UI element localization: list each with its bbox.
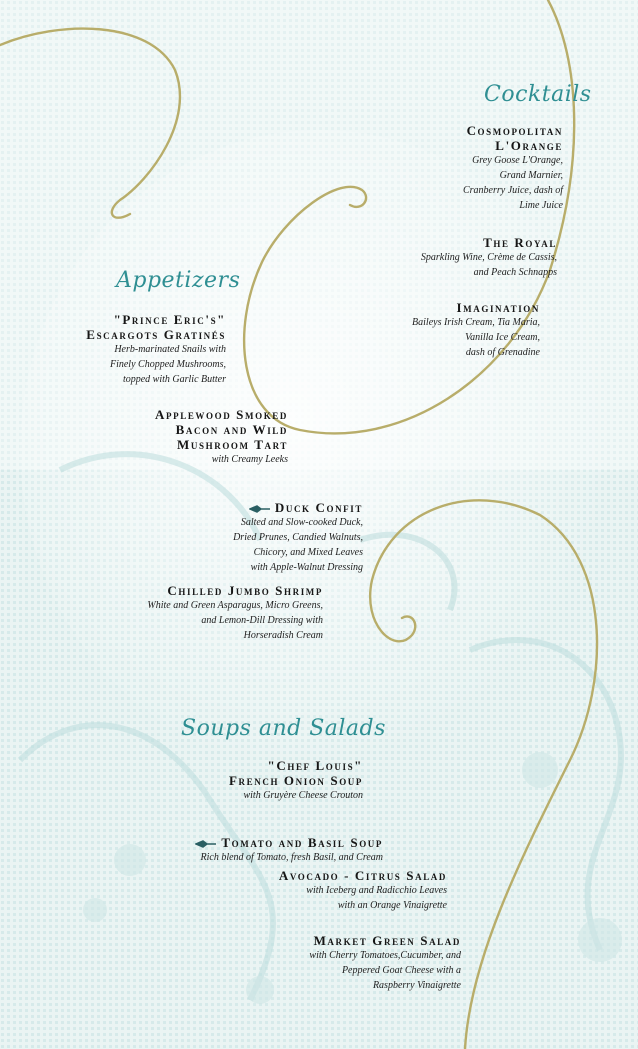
salad-name: Market Green Salad bbox=[313, 933, 461, 948]
salad-description: with Cherry Tomatoes,Cucumber, and Peppered Goat Cheese with a Raspberry Vinaigrette bbox=[309, 950, 461, 991]
appetizers-title: Appetizers bbox=[116, 268, 241, 293]
cocktail-item-cosmopolitan bbox=[463, 123, 563, 213]
salad-item-market-green bbox=[309, 933, 461, 993]
appetizer-description: Herb-marinated Snails with Finely Chopped Mushrooms, topped with Garlic Butter bbox=[109, 344, 226, 385]
appetizer-name: Duck Confit bbox=[274, 500, 363, 515]
appetizer-name-row bbox=[233, 485, 363, 515]
appetizer-item-escargots bbox=[86, 312, 226, 387]
cocktail-description: Sparkling Wine, Crème de Cassis, and Peach Schnapps bbox=[420, 252, 557, 278]
appetizer-item-shrimp bbox=[147, 583, 323, 643]
soup-description: with Gruyère Cheese Crouton bbox=[243, 790, 363, 801]
cocktail-item-imagination bbox=[412, 300, 540, 360]
appetizer-item-duck-confit bbox=[233, 485, 363, 575]
appetizer-description: with Creamy Leeks bbox=[211, 454, 288, 465]
cocktail-name: Cosmopolitan L'Orange bbox=[466, 123, 563, 153]
salad-item-avocado bbox=[279, 868, 447, 913]
cocktail-item-royal bbox=[421, 235, 557, 280]
appetizer-name: Chilled Jumbo Shrimp bbox=[167, 583, 323, 598]
cocktail-name: The Royal bbox=[483, 235, 557, 250]
signature-icon bbox=[195, 839, 217, 849]
appetizer-name: Applewood Smoked Bacon and Wild Mushroom Tart bbox=[155, 407, 288, 452]
soup-description: Rich blend of Tomato, fresh Basil, and Cream bbox=[200, 852, 383, 863]
cocktails-title: Cocktails bbox=[484, 82, 592, 107]
soups-salads-title: Soups and Salads bbox=[181, 716, 386, 741]
salad-name: Avocado - Citrus Salad bbox=[278, 868, 447, 883]
appetizer-item-bacon-tart bbox=[155, 407, 288, 467]
soup-name: Tomato and Basil Soup bbox=[221, 835, 383, 850]
soup-name-row bbox=[195, 820, 383, 850]
appetizer-description: White and Green Asparagus, Micro Greens, and Lemon-Dill Dressing with Horseradish Cream bbox=[147, 600, 323, 641]
salad-description: with Iceberg and Radicchio Leaves with an Orange Vinaigrette bbox=[306, 885, 447, 911]
soup-item-tomato-basil bbox=[195, 820, 383, 865]
cocktail-name: Imagination bbox=[456, 300, 540, 315]
soup-name: "Chef Louis" French Onion Soup bbox=[229, 758, 363, 788]
soup-item-onion bbox=[229, 758, 363, 803]
signature-icon bbox=[249, 504, 271, 514]
appetizer-name: "Prince Eric's" Escargots Gratinés bbox=[86, 312, 226, 342]
cocktail-description: Baileys Irish Cream, Tia Maria, Vanilla Ice Cream, dash of Grenadine bbox=[412, 317, 540, 358]
cocktail-description: Grey Goose L'Orange, Grand Marnier, Cranberry Juice, dash of Lime Juice bbox=[463, 155, 563, 211]
appetizer-description: Salted and Slow-cooked Duck, Dried Prunes, Candied Walnuts, Chicory, and Mixed Leaves with Apple-Walnut Dressing bbox=[233, 517, 363, 573]
